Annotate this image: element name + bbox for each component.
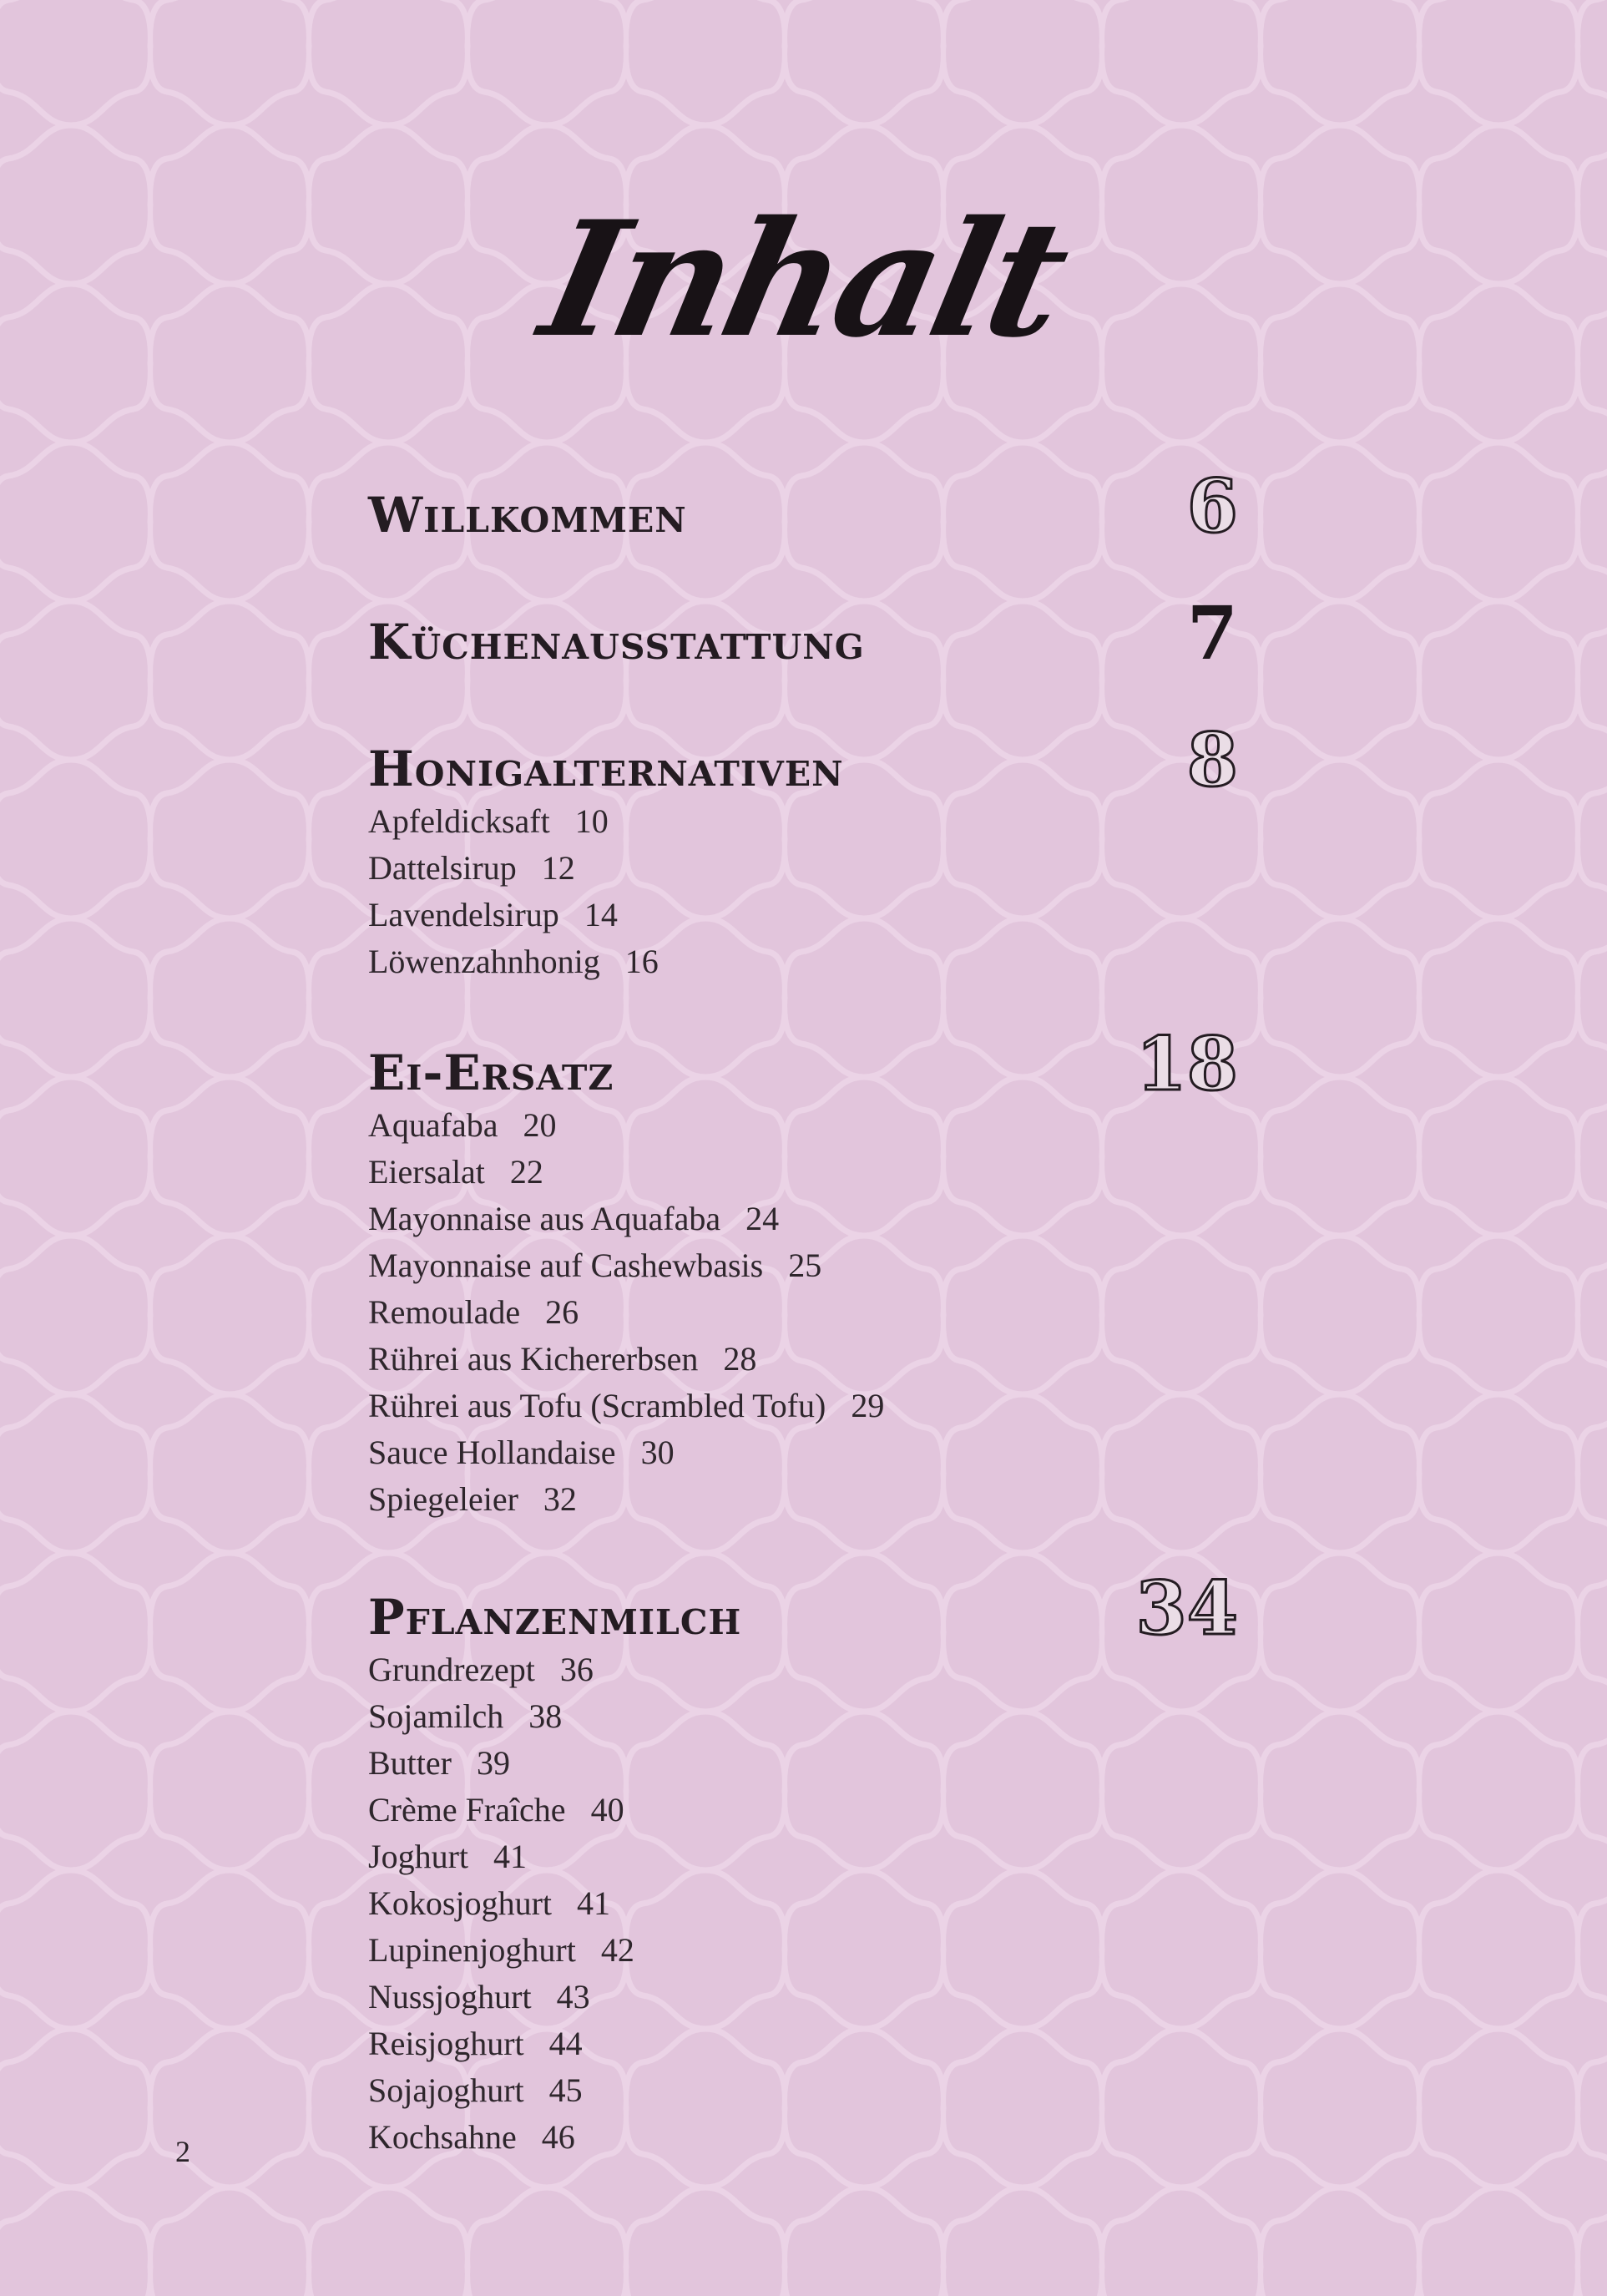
entry-page-number: 20 xyxy=(523,1106,557,1144)
entry-title: Grundrezept xyxy=(368,1651,535,1688)
toc-entry xyxy=(368,1102,1245,1149)
entry-title: Aquafaba xyxy=(368,1106,498,1144)
toc-entry xyxy=(368,2114,1245,2161)
section-page-number: 7 xyxy=(1186,589,1238,676)
entry-title: Crème Fraîche xyxy=(368,1791,566,1828)
entry-title: Joghurt xyxy=(368,1838,468,1875)
table-of-contents xyxy=(368,458,1245,2161)
toc-entry xyxy=(368,938,1245,985)
entry-page-number: 16 xyxy=(624,943,659,980)
entry-title: Sojamilch xyxy=(368,1697,504,1735)
entry-page-number: 14 xyxy=(584,896,618,933)
section-page-number: 6 xyxy=(1186,463,1238,549)
entry-page-number: 24 xyxy=(745,1200,780,1237)
entry-page-number: 41 xyxy=(493,1838,527,1875)
toc-section-willkommen xyxy=(368,458,1245,549)
entry-page-number: 36 xyxy=(559,1651,594,1688)
entry-title: Butter xyxy=(368,1744,452,1782)
section-title: Küchenausstattung xyxy=(368,614,865,670)
entry-page-number: 40 xyxy=(590,1791,624,1828)
toc-entry xyxy=(368,1289,1245,1336)
toc-entry xyxy=(368,1787,1245,1833)
section-page-number: 18 xyxy=(1135,1020,1238,1107)
entry-page-number: 28 xyxy=(723,1340,757,1378)
entry-page-number: 41 xyxy=(577,1884,610,1922)
entry-page-number: 30 xyxy=(640,1434,675,1471)
toc-entry xyxy=(368,1383,1245,1429)
entry-page-number: 10 xyxy=(574,802,609,840)
entry-page-number: 45 xyxy=(548,2071,583,2109)
section-title: Pflanzenmilch xyxy=(368,1589,742,1646)
entry-list xyxy=(368,1102,1245,1523)
entry-title: Mayonnaise auf Cashewbasis xyxy=(368,1247,764,1284)
entry-title: Reisjoghurt xyxy=(368,2025,524,2062)
toc-entry xyxy=(368,1429,1245,1476)
section-page-number: 8 xyxy=(1186,716,1238,803)
toc-entry xyxy=(368,845,1245,892)
toc-section-honigalternativen xyxy=(368,711,1245,985)
toc-entry xyxy=(368,1974,1245,2020)
entry-page-number: 29 xyxy=(851,1387,885,1424)
toc-entry xyxy=(368,1833,1245,1880)
toc-entry xyxy=(368,1336,1245,1383)
entry-title: Remoulade xyxy=(368,1293,521,1331)
entry-title: Rührei aus Kichererbsen xyxy=(368,1340,699,1378)
entry-title: Lavendelsirup xyxy=(368,896,559,933)
toc-entry xyxy=(368,1149,1245,1196)
entry-page-number: 12 xyxy=(541,849,575,887)
toc-section-kuechenausstattung xyxy=(368,584,1245,676)
entry-page-number: 46 xyxy=(541,2118,575,2156)
entry-title: Mayonnaise aus Aquafaba xyxy=(368,1200,721,1237)
section-title: Ei-Ersatz xyxy=(368,1044,614,1101)
entry-title: Nussjoghurt xyxy=(368,1978,532,2015)
entry-title: Kokosjoghurt xyxy=(368,1884,552,1922)
section-title: Honigalternativen xyxy=(368,741,844,797)
toc-section-ei-ersatz xyxy=(368,1015,1245,1523)
entry-title: Dattelsirup xyxy=(368,849,517,887)
toc-entry xyxy=(368,1646,1245,1693)
page-number: 2 xyxy=(175,2135,190,2168)
toc-entry xyxy=(368,1740,1245,1787)
section-title: Willkommen xyxy=(368,487,687,544)
entry-title: Apfeldicksaft xyxy=(368,802,550,840)
toc-entry xyxy=(368,798,1245,845)
toc-entry xyxy=(368,1693,1245,1740)
entry-title: Kochsahne xyxy=(368,2118,517,2156)
entry-title: Eiersalat xyxy=(368,1153,485,1191)
toc-entry xyxy=(368,2020,1245,2067)
entry-page-number: 25 xyxy=(788,1247,822,1284)
toc-entry xyxy=(368,892,1245,938)
toc-entry xyxy=(368,1196,1245,1242)
entry-page-number: 39 xyxy=(476,1744,510,1782)
entry-title: Löwenzahnhonig xyxy=(368,943,600,980)
entry-title: Sauce Hollandaise xyxy=(368,1434,616,1471)
entry-title: Rührei aus Tofu (Scrambled Tofu) xyxy=(368,1387,826,1424)
toc-entry xyxy=(368,1927,1245,1974)
entry-page-number: 44 xyxy=(548,2025,583,2062)
entry-page-number: 43 xyxy=(556,1978,590,2015)
entry-page-number: 22 xyxy=(509,1153,543,1191)
entry-page-number: 32 xyxy=(543,1480,577,1518)
entry-title: Spiegeleier xyxy=(368,1480,518,1518)
toc-entry xyxy=(368,2067,1245,2114)
toc-entry xyxy=(368,1880,1245,1927)
entry-page-number: 42 xyxy=(600,1931,634,1969)
entry-title: Lupinenjoghurt xyxy=(368,1931,576,1969)
toc-section-pflanzenmilch xyxy=(368,1560,1245,2161)
toc-entry xyxy=(368,1476,1245,1523)
toc-entry xyxy=(368,1242,1245,1289)
entry-page-number: 38 xyxy=(528,1697,563,1735)
entry-page-number: 26 xyxy=(545,1293,579,1331)
section-page-number: 34 xyxy=(1135,1565,1238,1651)
entry-list xyxy=(368,1646,1245,2161)
entry-list xyxy=(368,798,1245,985)
entry-title: Sojajoghurt xyxy=(368,2071,524,2109)
page-title: Inhalt xyxy=(528,186,1079,372)
